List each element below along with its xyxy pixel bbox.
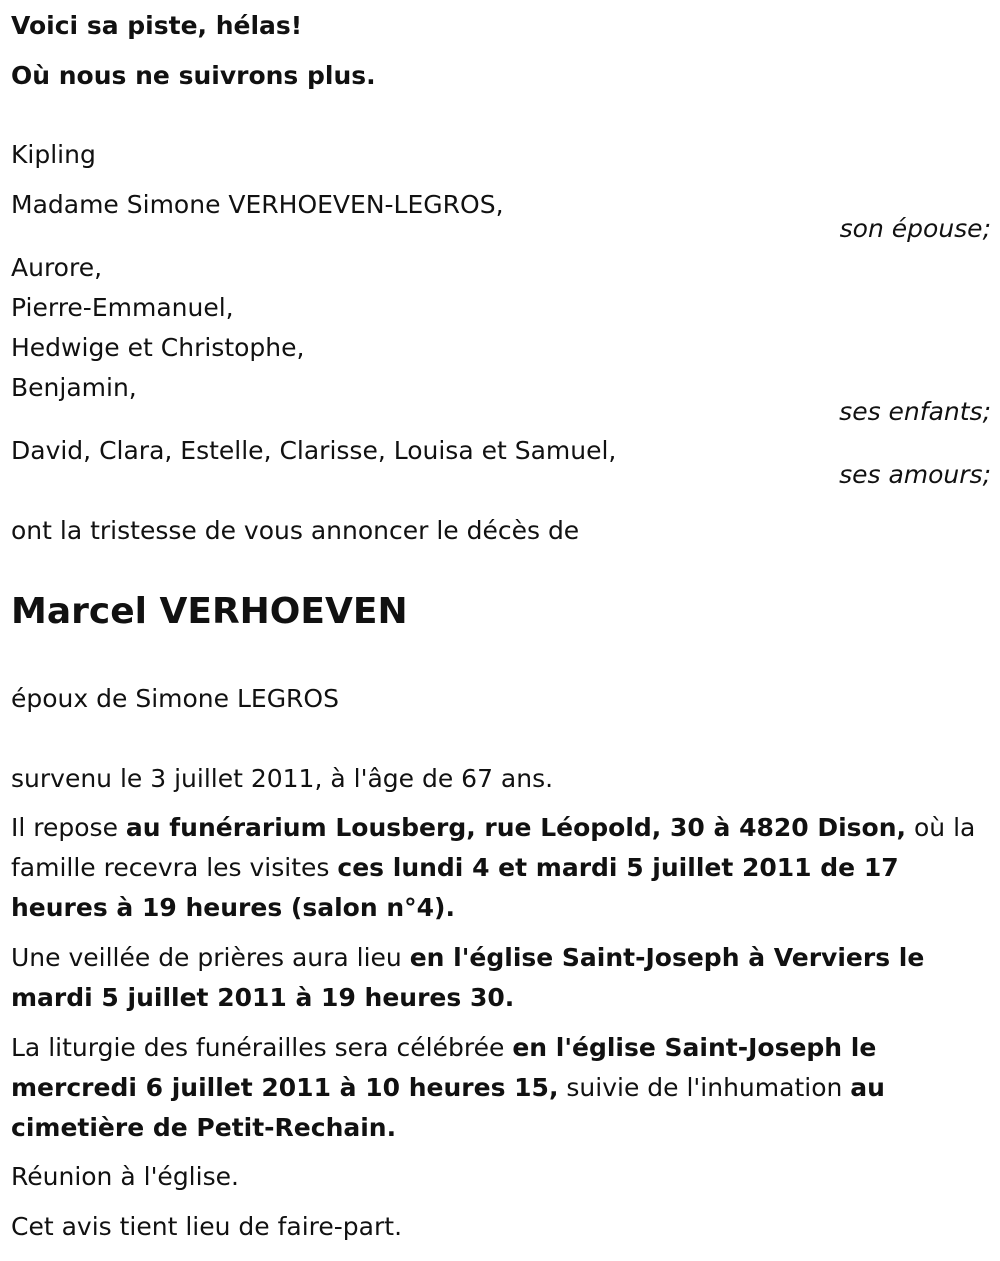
liturgy-paragraph — [11, 1028, 991, 1148]
announcement-text: ont la tristesse de vous annoncer le décès de — [11, 516, 580, 545]
child-4: Benjamin, — [11, 373, 137, 402]
children-role: ses enfants; — [839, 397, 991, 426]
vigil-paragraph — [11, 938, 991, 1018]
deceased-name: Marcel VERHOEVEN — [11, 591, 408, 632]
repose-location: au funérarium Lousberg, rue Léopold, 30 à 4820 Dison, — [125, 813, 907, 842]
spouse-of: époux de Simone LEGROS — [11, 684, 339, 713]
liturgy-text-1: La liturgie des funérailles sera célébrée — [11, 1033, 513, 1062]
loves-names: David, Clara, Estelle, Clarisse, Louisa et Samuel, — [11, 436, 617, 465]
epigraph-line-2: Où nous ne suivrons plus. — [11, 61, 376, 90]
vigil-text: Une veillée de prières aura lieu — [11, 943, 410, 972]
repose-text-2: où la famille recevra les visites — [11, 813, 976, 882]
meeting-text: Réunion à l'église. — [11, 1162, 239, 1191]
epigraph-line-1: Voici sa piste, hélas! — [11, 11, 303, 40]
liturgy-text-2: suivie de l'inhumation — [558, 1073, 851, 1102]
notice-text: Cet avis tient lieu de faire-part. — [11, 1212, 403, 1241]
repose-visits: ces lundi 4 et mardi 5 juillet 2011 de 17 heures à 19 heures (salon n°4). — [11, 853, 899, 922]
child-2: Pierre-Emmanuel, — [11, 293, 234, 322]
child-1: Aurore, — [11, 253, 103, 282]
child-3: Hedwige et Christophe, — [11, 333, 305, 362]
spouse-role: son épouse; — [839, 214, 991, 243]
burial-location: au cimetière de Petit-Rechain. — [11, 1073, 885, 1142]
repose-paragraph — [11, 808, 991, 928]
epigraph-author: Kipling — [11, 140, 96, 169]
loves-role: ses amours; — [839, 460, 991, 489]
spouse-name: Madame Simone VERHOEVEN-LEGROS, — [11, 190, 504, 219]
vigil-details: en l'église Saint-Joseph à Verviers le mardi 5 juillet 2011 à 19 heures 30. — [11, 943, 925, 1012]
liturgy-details: en l'église Saint-Joseph le mercredi 6 juillet 2011 à 10 heures 15, — [11, 1033, 877, 1102]
repose-text-1: Il repose — [11, 813, 126, 842]
death-date: survenu le 3 juillet 2011, à l'âge de 67 ans. — [11, 764, 554, 793]
